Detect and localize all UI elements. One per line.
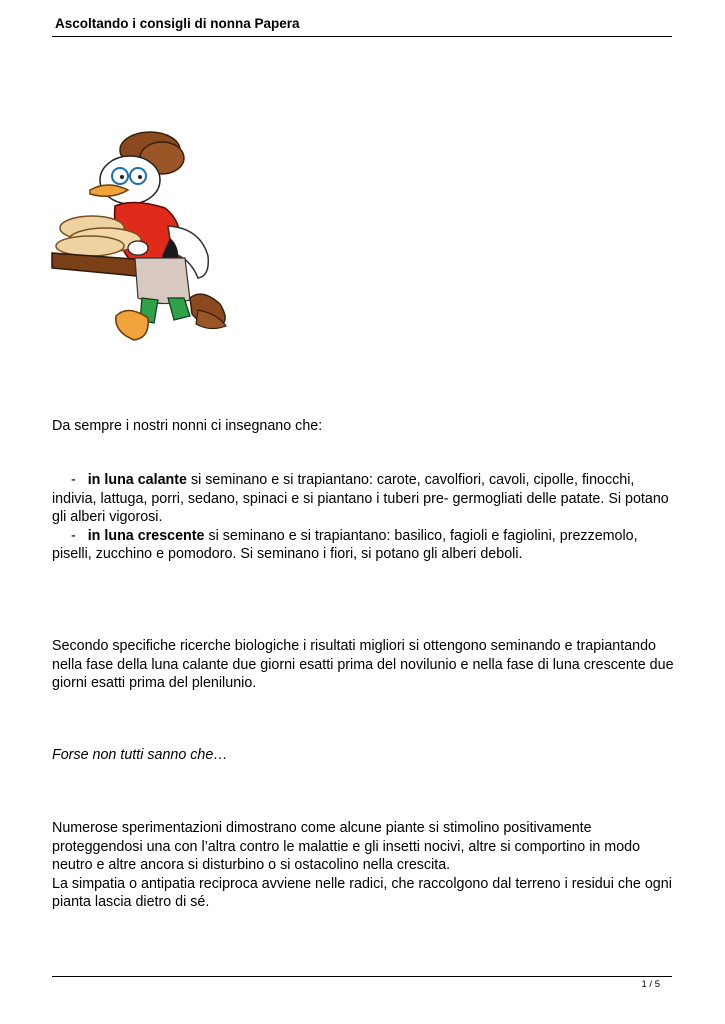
experiments-paragraph <box>52 819 677 912</box>
moon-phase-list <box>52 471 677 564</box>
list-bullet: - <box>71 527 76 544</box>
page-footer <box>52 976 672 990</box>
research-paragraph: Secondo specifiche ricerche biologiche i risultati migliori si ottengono seminando e trapiantando nella fase della luna calante due giorni esatti prima del novilunio e nella fase di luna crescente due giorni esatti prima del plenilunio. <box>52 638 674 691</box>
grandma-duck-carrying-pies-icon <box>50 128 235 348</box>
italic-subheading: Forse non tutti sanno che… <box>52 747 228 763</box>
experiments-line-2: La simpatia o antipatia reciproca avviene nelle radici, che raccolgono dal terreno i residui che ogni pianta lascia dietro di sé. <box>52 875 672 910</box>
list-item <box>52 471 677 527</box>
experiments-line-1: Numerose sperimentazioni dimostrano come alcune piante si stimolino positivamente proteggendosi una con l’altra contro le malattie e gli insetti nocivi, altre si comportino in modo neutro e altre ancora si disturbino o si ostacolino nella crescita. <box>52 820 641 873</box>
page-header <box>52 14 672 37</box>
list-item <box>52 527 677 564</box>
page-title: Ascoltando i consigli di nonna Papera <box>55 16 300 31</box>
list-item-heading: in luna crescente <box>87 527 205 544</box>
list-item-heading: in luna calante <box>87 472 187 488</box>
list-item-text: si seminano e si trapiantano: carote, cavolfiori, cavoli, cipolle, finocchi, indivia, lattuga, porri, sedano, spinaci e si piantano i tuberi pre- germogliati delle patate. Si potano gli alberi vigorosi. <box>52 472 669 525</box>
page-number: 1 / 5 <box>641 979 660 990</box>
intro-paragraph: Da sempre i nostri nonni ci insegnano che: <box>52 418 323 434</box>
list-item-text: si seminano e si trapiantano: basilico, fagioli e fagiolini, prezzemolo, piselli, zucchino e pomodoro. Si seminano i fiori, si potano gli alberi deboli. <box>52 527 638 562</box>
list-bullet: - <box>71 472 76 488</box>
